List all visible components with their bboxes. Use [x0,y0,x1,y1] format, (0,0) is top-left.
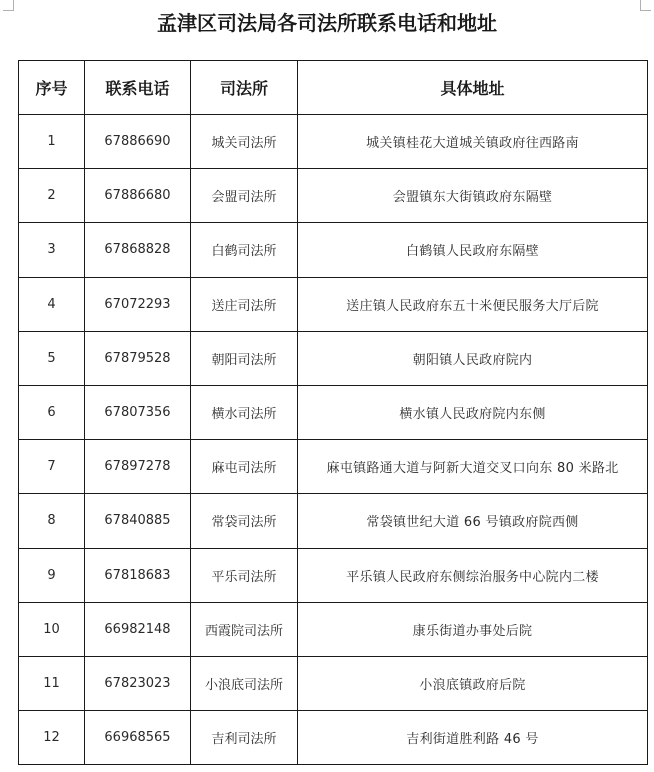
cell-address: 城关镇桂花大道城关镇政府往西路南 [298,115,648,169]
cell-office: 横水司法所 [191,385,298,439]
document-title: 孟津区司法局各司法所联系电话和地址 [157,11,497,35]
cell-phone: 67823023 [85,656,191,710]
cell-phone: 67818683 [85,548,191,602]
cell-serial-number: 7 [19,440,85,494]
cell-serial-number: 1 [19,115,85,169]
cell-address: 朝阳镇人民政府院内 [298,331,648,385]
cell-address: 横水镇人民政府院内东侧 [298,385,648,439]
cell-phone: 67807356 [85,385,191,439]
cell-phone: 67879528 [85,331,191,385]
cell-serial-number: 4 [19,277,85,331]
judicial-office-directory-table [18,60,648,765]
cell-office: 朝阳司法所 [191,331,298,385]
cell-serial-number: 3 [19,223,85,277]
cell-serial-number: 8 [19,494,85,548]
table-row [19,548,648,602]
cell-phone: 66982148 [85,602,191,656]
table-row [19,331,648,385]
cell-phone: 67840885 [85,494,191,548]
cell-office: 麻屯司法所 [191,440,298,494]
cell-serial-number: 6 [19,385,85,439]
cell-serial-number: 12 [19,711,85,765]
cell-address: 小浪底镇政府后院 [298,656,648,710]
cell-address: 平乐镇人民政府东侧综治服务中心院内二楼 [298,548,648,602]
table-row [19,223,648,277]
cell-phone: 67868828 [85,223,191,277]
table-header-row [19,61,648,115]
header-phone: 联系电话 [85,61,191,115]
table-row [19,602,648,656]
cell-phone: 67897278 [85,440,191,494]
table-row [19,277,648,331]
cell-address: 会盟镇东大街镇政府东隔壁 [298,169,648,223]
cell-serial-number: 10 [19,602,85,656]
cell-serial-number: 2 [19,169,85,223]
table-row [19,385,648,439]
cell-office: 城关司法所 [191,115,298,169]
cell-office: 平乐司法所 [191,548,298,602]
cell-phone: 66968565 [85,711,191,765]
cell-phone: 67886690 [85,115,191,169]
cell-office: 小浪底司法所 [191,656,298,710]
cell-phone: 67886680 [85,169,191,223]
cell-phone: 67072293 [85,277,191,331]
cell-address: 送庄镇人民政府东五十米便民服务大厅后院 [298,277,648,331]
header-serial-number: 序号 [19,61,85,115]
cell-address: 吉利街道胜利路 46 号 [298,711,648,765]
table-row [19,494,648,548]
table-row [19,656,648,710]
header-address: 具体地址 [298,61,648,115]
cell-address: 麻屯镇路通大道与阿新大道交叉口向东 80 米路北 [298,440,648,494]
cell-office: 白鹤司法所 [191,223,298,277]
cell-address: 康乐街道办事处后院 [298,602,648,656]
cell-office: 送庄司法所 [191,277,298,331]
cell-serial-number: 11 [19,656,85,710]
cell-address: 白鹤镇人民政府东隔壁 [298,223,648,277]
cell-serial-number: 9 [19,548,85,602]
cell-office: 会盟司法所 [191,169,298,223]
table-row [19,115,648,169]
cell-address: 常袋镇世纪大道 66 号镇政府院西侧 [298,494,648,548]
cell-office: 吉利司法所 [191,711,298,765]
table-row [19,440,648,494]
header-office: 司法所 [191,61,298,115]
cell-office: 西霞院司法所 [191,602,298,656]
table-row [19,169,648,223]
table-row [19,711,648,765]
cell-serial-number: 5 [19,331,85,385]
table-body [19,115,648,765]
cell-office: 常袋司法所 [191,494,298,548]
